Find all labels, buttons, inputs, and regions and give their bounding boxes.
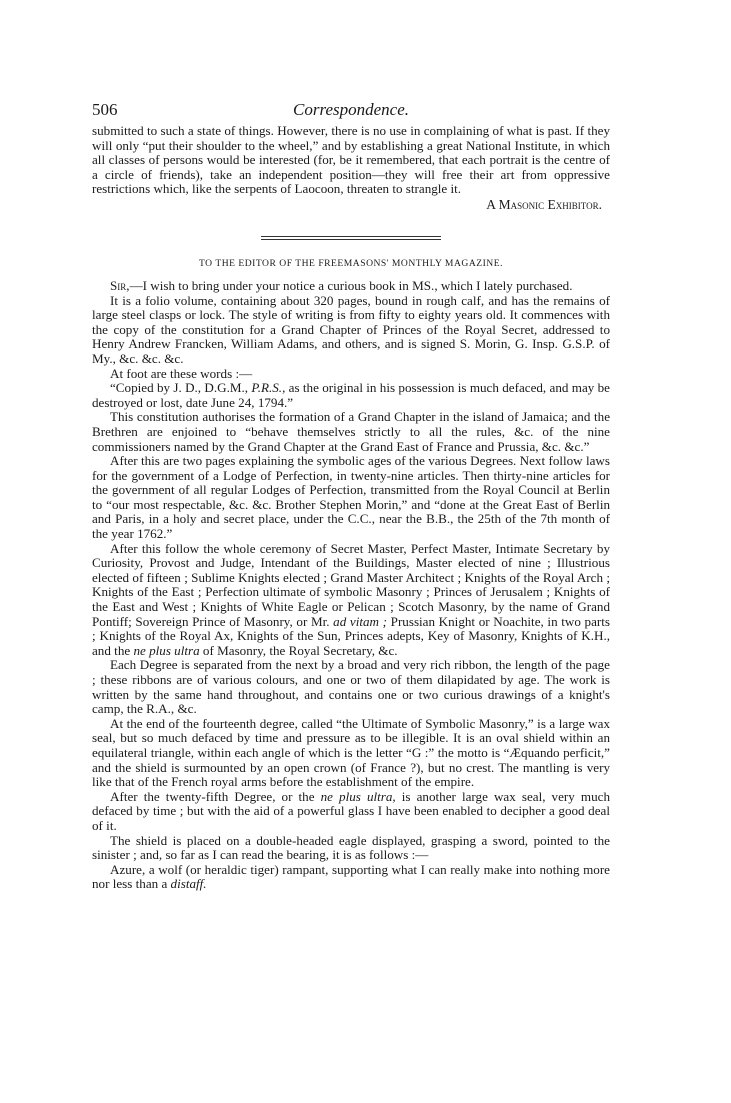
paragraph-text: After the twenty-fifth Degree, or the [110, 788, 321, 804]
letter-body [92, 279, 610, 892]
paragraph [92, 790, 610, 834]
running-head: Correspondence. [293, 100, 409, 119]
paragraph-text: After this follow the whole ceremony of Secret Master, Perfect Master, Intimate Secretary by Curiosity, Provost and Judge, Intendant of the Buildings, Master elected of nine ; Illustrious elected of fifteen ; Sublime Knights elected ; Grand Master Architect ; Knights of the Royal Arch ; Knights of the East ; Perfection ultimate of symbolic Masonry ; Princes of Jerusalem ; Knights of the East and West ; Knights of White Eagle or Pelican ; Scotch Masonry, by the name of Grand Pontiff; Sovereign Prince of Masonry, or Mr. [92, 540, 610, 629]
italic-text: P.R.S. [251, 380, 283, 396]
salutation: Sir, [110, 277, 130, 293]
paragraph-text: , as the original in his possession is much defaced, and may be destroyed or lost, date June 24, 1794.” [92, 380, 610, 410]
page [92, 100, 610, 892]
paragraph: It is a folio volume, containing about 320 pages, bound in rough calf, and has the remains of large steel clasps or lock. The style of writing is from fifty to eighty years old. It commences with the copy of the constitution for a Grand Chapter of Princes of the Royal Secret, addressed to Henry Andrew Francken, William Adams, and others, and is signed S. Morin, G. Insp. G.S.P. of My., &c. &c. &c. [92, 292, 610, 366]
paragraph-text: Prussian Knight or Noachite, in two parts ; Knights of the Royal Ax, Knights of the Sun, Princes adepts, Key of Masonry, Knights of K.H., and the [92, 613, 610, 658]
continued-paragraph: submitted to such a state of things. However, there is no use in complaining of what is past. If they will only “put their shoulder to the wheel,” and by establishing a great National Institute, in which all classes of persons would be interested (for, be it remembered, that each portrait is the centre of a circle of friends), take an independent position—they will free their art from oppressive restrictions which, like the serpents of Laocoon, threaten to strangle it. [92, 123, 610, 197]
italic-text: ne plus ultra, [320, 788, 396, 804]
italic-text: ad vitam ; [333, 613, 388, 629]
italic-text: ne plus ultra [133, 642, 200, 658]
paragraph-text: is another large wax seal, very much defaced by time ; but with the aid of a powerful glass I have been enabled to decipher a good deal of it. [92, 788, 610, 833]
paragraph-text: “Copied by J. D., D.G.M., [110, 380, 252, 396]
paragraph [92, 279, 610, 294]
letter-heading: TO THE EDITOR OF THE FREEMASONS' MONTHLY MAGAZINE. [199, 257, 503, 269]
paragraph [92, 863, 610, 892]
paragraph-text: —I wish to bring under your notice a curious book in MS., which I lately purchased. [129, 277, 573, 293]
paragraph-text: Azure, a wolf (or heraldic tiger) rampant, supporting what I can really make into nothing more nor less than a [92, 861, 610, 892]
signature: A Masonic Exhibitor. [486, 196, 602, 212]
page-header [92, 100, 610, 124]
paragraph: Each Degree is separated from the next by a broad and very rich ribbon, the length of the page ; these ribbons are of various colours, and one or two of them dilapidated by age. The work is written by the same hand throughout, and contains one or two curious drawings of a knight's camp, the R.A., &c. [92, 657, 610, 717]
paragraph-text: of Masonry, the Royal Secretary, &c. [199, 642, 398, 658]
paragraph: At the end of the fourteenth degree, called “the Ultimate of Symbolic Masonry,” is a large wax seal, but so much defaced by time and pressure as to be illegible. It is an oval shield within an equilateral triangle, within each angle of which is the letter “G :” the motto is “Æquando perficit,” and the shield is surmounted by an open crown (of France ?), but no crest. The mantling is very like that of the French royal arms before the establishment of the empire. [92, 715, 610, 790]
paragraph: The shield is placed on a double-headed eagle displayed, grasping a sword, pointed to the sinister ; and, so far as I can read the bearing, it is as follows :— [92, 832, 610, 863]
paragraph: At foot are these words :— [110, 365, 253, 381]
italic-text: distaff. [170, 876, 207, 892]
body-text [92, 124, 610, 197]
paragraph: After this are two pages explaining the symbolic ages of the various Degrees. Next follow laws for the government of a Lodge of Perfection, in twenty-nine articles. Then thirty-nine articles for the government of all regular Lodges of Perfection, transmitted from the Royal Council at Berlin to “our most respectable, &c. &c. Brother Stephen Morin,” and “done at the Great East of Berlin and Paris, in a holy and secret place, under the C.C., near the B.B., the 25th of the 7th month of the year 1762.” [92, 453, 610, 542]
paragraph [92, 542, 610, 659]
paragraph [92, 381, 610, 410]
section-divider [261, 236, 441, 240]
page-number: 506 [92, 100, 118, 119]
paragraph: This constitution authorises the formation of a Grand Chapter in the island of Jamaica; and the Brethren are enjoined to “behave themselves strictly to all the rules, &c. of the nine commissioners named by the Grand Chapter at the Grand East of France and Prussia, &c. &c.” [92, 409, 610, 454]
